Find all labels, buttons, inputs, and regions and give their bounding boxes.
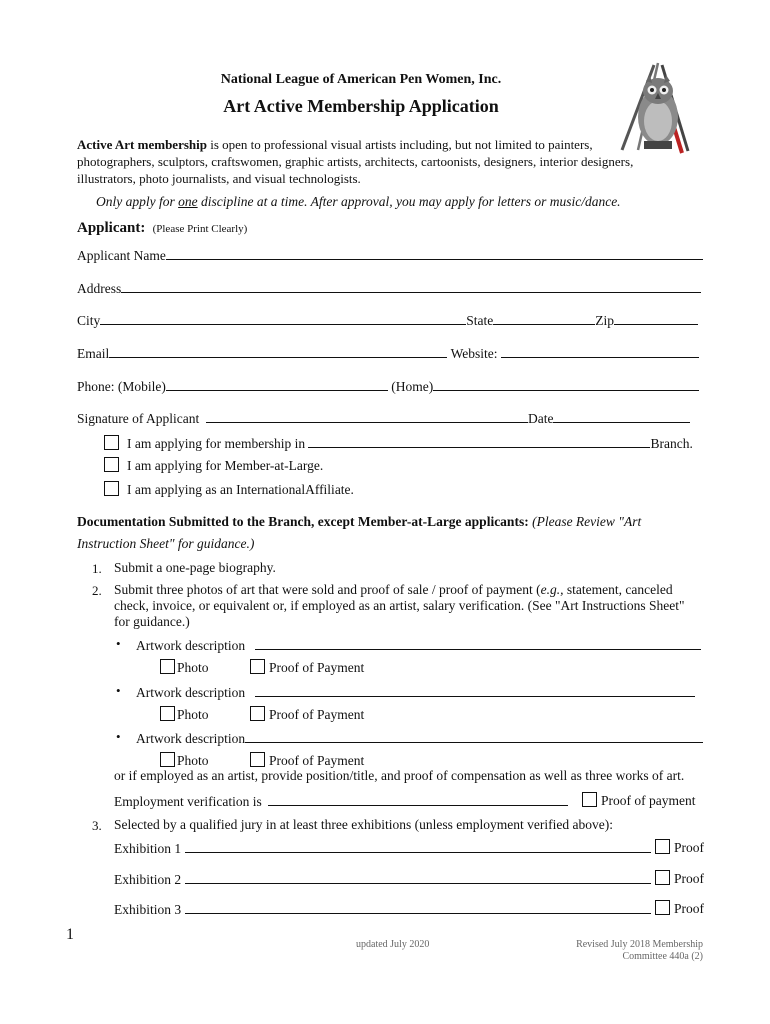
revised-line: Revised July 2018 Membership <box>576 939 703 950</box>
applicant-name-row <box>77 246 703 264</box>
artwork2-proof-label: Proof of Payment <box>269 707 365 722</box>
exhibition1-field[interactable] <box>185 839 651 853</box>
intro-text: is open to professional visual artists including, but not limited to painters, photographers, sculptors, craftswomen, graphic artists, architects, cartoonists, designers, interior designers, illustrators, photo journalists, and visual technologists. <box>77 137 634 186</box>
intro-paragraph <box>77 136 637 187</box>
applicant-name-field[interactable] <box>166 246 703 260</box>
organization-name: National League of American Pen Women, Inc. <box>220 72 502 87</box>
membership-branch-option <box>104 434 693 452</box>
exhibition3-label: Exhibition 3 <box>114 902 182 917</box>
email-website-row <box>77 344 699 362</box>
artwork1-checks <box>160 659 209 676</box>
artwork2-photo-checkbox[interactable] <box>160 706 175 721</box>
phone-home-field[interactable] <box>433 377 699 391</box>
member-at-large-label: I am applying for Member-at-Large. <box>127 458 324 473</box>
international-affiliate-label: I am applying as an InternationalAffiliate. <box>127 482 354 497</box>
artwork3-photo-checkbox[interactable] <box>160 752 175 767</box>
exhibition2-row <box>114 870 651 888</box>
committee-line: Committee 440a (2) <box>622 951 703 962</box>
artwork2-label: Artwork description <box>136 685 246 700</box>
website-label: Website: <box>450 346 498 361</box>
signature-label: Signature of Applicant <box>77 411 200 426</box>
artwork1-field[interactable] <box>255 636 701 650</box>
applicant-hint: (Please Print Clearly) <box>152 223 248 235</box>
exhibition3-proof <box>655 900 704 917</box>
bullet-icon: • <box>116 729 121 744</box>
artwork1-proof <box>250 659 364 676</box>
bullet-icon: • <box>116 683 121 698</box>
employment-proof-label: Proof of payment <box>601 793 696 808</box>
international-affiliate-checkbox[interactable] <box>104 481 119 496</box>
documentation-heading <box>77 514 641 530</box>
item1-text: Submit a one-page biography. <box>114 560 276 575</box>
exhibition1-label: Exhibition 1 <box>114 841 182 856</box>
page-title: Art Active Membership Application <box>223 96 499 116</box>
artwork2-field[interactable] <box>255 683 695 697</box>
revision-note <box>560 939 703 963</box>
date-label: Date <box>527 411 554 426</box>
international-affiliate-option <box>104 481 354 498</box>
exhibition2-proof-label: Proof <box>674 871 704 886</box>
branch-name-field[interactable] <box>308 434 650 448</box>
branch-checkbox[interactable] <box>104 435 119 450</box>
exhibition2-proof <box>655 870 704 887</box>
bullet-icon: • <box>116 636 121 651</box>
phone-row <box>77 377 699 395</box>
artwork3-label: Artwork description <box>136 731 246 746</box>
documentation-hint-start: (Please Review "Art <box>532 514 642 529</box>
zip-label: Zip <box>595 313 615 328</box>
artwork3-checks <box>160 752 209 769</box>
exhibition1-proof-label: Proof <box>674 840 704 855</box>
website-field[interactable] <box>501 344 699 358</box>
intro-bold: Active Art membership <box>77 137 207 152</box>
applicant-heading <box>77 220 247 237</box>
exhibition1-proof-checkbox[interactable] <box>655 839 670 854</box>
item2-line2: check, invoice, or equivalent or, if employed as an artist, salary verification. (See "Art Instructions Sheet" <box>114 598 685 613</box>
city-state-zip-row <box>77 311 698 329</box>
address-label: Address <box>77 281 122 296</box>
artwork1-proof-checkbox[interactable] <box>250 659 265 674</box>
employed-text: or if employed as an artist, provide position/title, and proof of compensation as well as three works of art. <box>114 768 685 783</box>
address-field[interactable] <box>121 279 701 293</box>
zip-field[interactable] <box>614 311 698 325</box>
phone-mobile-field[interactable] <box>166 377 388 391</box>
item1-number: 1. <box>92 561 102 576</box>
exhibition2-label: Exhibition 2 <box>114 872 182 887</box>
employment-proof-checkbox[interactable] <box>582 792 597 807</box>
applicant-heading-text: Applicant: <box>77 220 146 236</box>
artwork2-checks <box>160 706 209 723</box>
artwork1-photo-label: Photo <box>177 660 209 675</box>
artwork1-photo-checkbox[interactable] <box>160 659 175 674</box>
email-field[interactable] <box>109 344 447 358</box>
documentation-hint-end: Instruction Sheet" for guidance.) <box>77 536 255 551</box>
phone-mobile-label: Phone: (Mobile) <box>77 379 166 394</box>
documentation-heading-text: Documentation Submitted to the Branch, except Member-at-Large applicants: <box>77 514 529 529</box>
artwork1-proof-label: Proof of Payment <box>269 660 365 675</box>
city-field[interactable] <box>100 311 466 325</box>
artwork2-photo-label: Photo <box>177 707 209 722</box>
exhibition1-proof <box>655 839 704 856</box>
artwork1-row <box>136 636 701 654</box>
address-row <box>77 279 701 297</box>
note-post: discipline at a time. After approval, you may apply for letters or music/dance. <box>197 194 621 209</box>
item3-number: 3. <box>92 818 102 833</box>
item3-text: Selected by a qualified jury in at least three exhibitions (unless employment verified above): <box>114 817 613 832</box>
exhibition3-proof-checkbox[interactable] <box>655 900 670 915</box>
note-underlined: one <box>178 194 198 209</box>
item2-number: 2. <box>92 583 102 598</box>
artwork3-proof <box>250 752 364 769</box>
employment-label: Employment verification is <box>114 794 262 809</box>
artwork2-proof <box>250 706 364 723</box>
branch-option-label: I am applying for membership in <box>127 436 306 451</box>
city-label: City <box>77 313 101 328</box>
state-field[interactable] <box>493 311 595 325</box>
item2-line3: for guidance.) <box>114 614 190 629</box>
phone-home-label: (Home) <box>391 379 434 394</box>
exhibition3-row <box>114 900 651 918</box>
exhibition3-proof-label: Proof <box>674 901 704 916</box>
page-number: 1 <box>66 926 74 943</box>
branch-suffix: Branch. <box>650 436 693 451</box>
artwork2-proof-checkbox[interactable] <box>250 706 265 721</box>
artwork3-field[interactable] <box>245 729 703 743</box>
applicant-name-label: Applicant Name <box>77 248 166 263</box>
date-field[interactable] <box>553 409 690 423</box>
artwork1-label: Artwork description <box>136 638 246 653</box>
artwork3-photo-label: Photo <box>177 753 209 768</box>
item2-line1-text: Submit three photos of art that were sold and proof of sale / proof of payment ( <box>114 582 541 597</box>
item2-line1b: statement, canceled <box>563 582 673 597</box>
artwork3-proof-checkbox[interactable] <box>250 752 265 767</box>
exhibition1-row <box>114 839 651 857</box>
discipline-note <box>96 194 621 210</box>
employment-field[interactable] <box>268 792 568 806</box>
employment-row <box>114 792 568 810</box>
exhibition2-proof-checkbox[interactable] <box>655 870 670 885</box>
artwork3-proof-label: Proof of Payment <box>269 753 365 768</box>
exhibition2-field[interactable] <box>185 870 651 884</box>
signature-field[interactable] <box>206 409 528 423</box>
member-at-large-option <box>104 457 323 474</box>
state-label: State <box>466 313 494 328</box>
item2-eg: e.g., <box>540 582 564 597</box>
updated-note: updated July 2020 <box>356 939 430 950</box>
note-pre: Only apply for <box>96 194 179 209</box>
artwork3-row <box>136 729 703 747</box>
artwork2-row <box>136 683 695 701</box>
item2-line1 <box>114 582 673 598</box>
exhibition3-field[interactable] <box>185 900 651 914</box>
employment-proof <box>582 792 695 809</box>
email-label: Email <box>77 346 110 361</box>
member-at-large-checkbox[interactable] <box>104 457 119 472</box>
signature-row <box>77 409 690 427</box>
